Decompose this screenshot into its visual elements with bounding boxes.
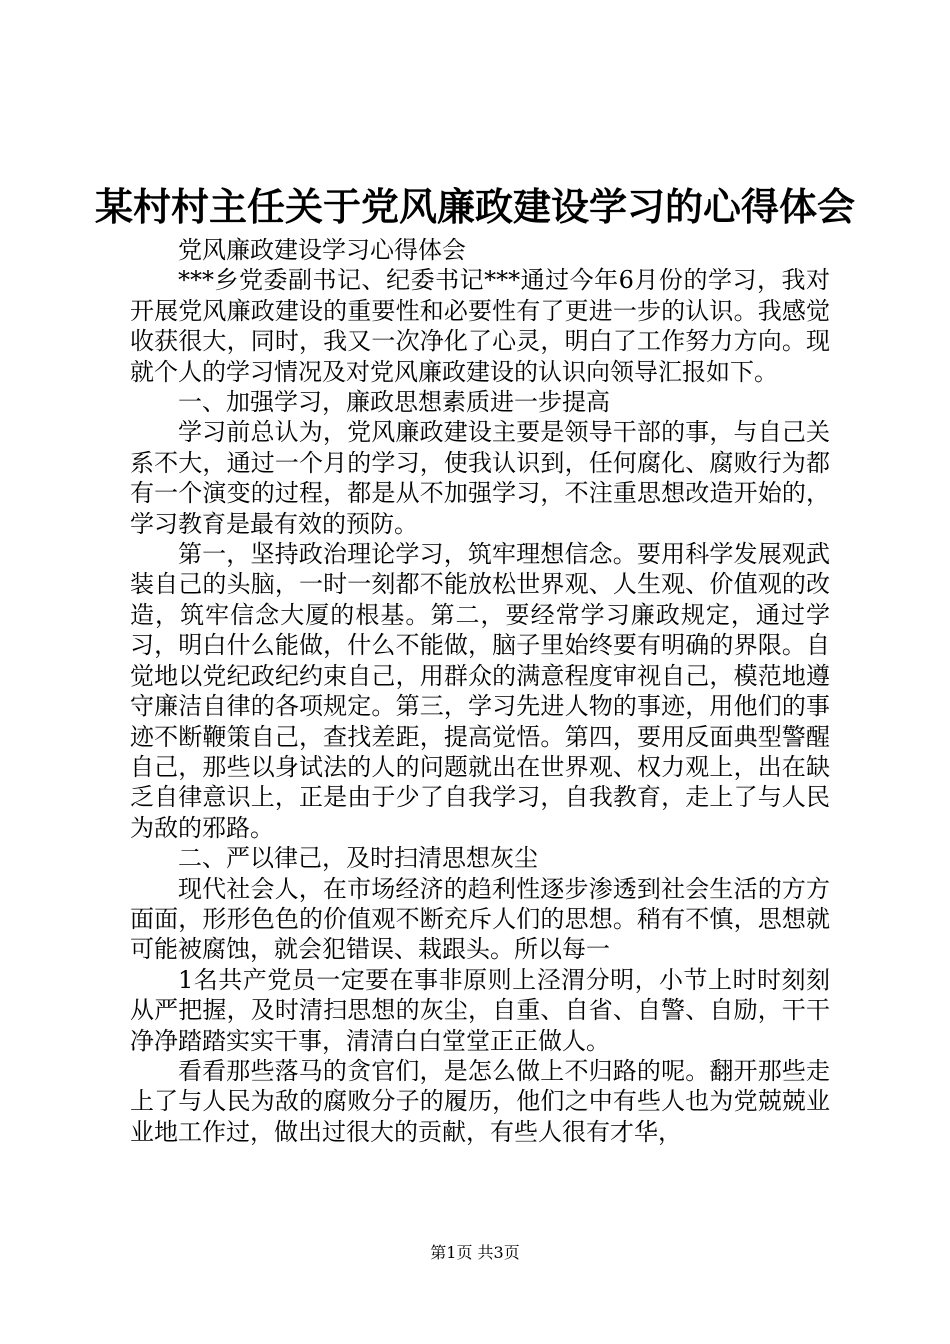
section-heading-2: 二、严以律己，及时扫清思想灰尘	[178, 844, 538, 873]
paragraph: 1名共产党员一定要在事非原则上泾渭分明，小节上时时刻刻从严把握，及时清扫思想的灰尘，自重、自省、自警、自励，干干净净踏踏实实干事，清清白白堂堂正正做人。	[130, 965, 830, 1055]
paragraph-subtitle: 党风廉政建设学习心得体会	[178, 236, 466, 264]
paragraph: 学习前总认为，党风廉政建设主要是领导干部的事，与自己关系不大，通过一个月的学习，使我认识到，任何腐化、腐败行为都有一个演变的过程，都是从不加强学习，不注重思想改造开始的，学习教育是最有效的预防。	[130, 418, 830, 538]
paragraph: 第一，坚持政治理论学习，筑牢理想信念。要用科学发展观武装自己的头脑，一时一刻都不能放松世界观、人生观、价值观的改造，筑牢信念大厦的根基。第二，要经常学习廉政规定，通过学习，明白什么能做，什么不能做，脑子里始终要有明确的界限。自觉地以党纪政纪约束自己，用群众的满意程度审视自己，模范地遵守廉洁自律的各项规定。第三，学习先进人物的事迹，用他们的事迹不断鞭策自己，查找差距，提高觉悟。第四，要用反面典型警醒自己，那些以身试法的人的问题就出在世界观、权力观上，出在缺乏自律意识上，正是由于少了自我学习，自我教育，走上了与人民为敌的邪路。	[130, 540, 830, 842]
paragraph-intro: ***乡党委副书记、纪委书记***通过今年6月份的学习，我对开展党风廉政建设的重要性和必要性有了更进一步的认识。我感觉收获很大，同时，我又一次净化了心灵，明白了工作努力方向。现就个人的学习情况及对党风廉政建设的认识向领导汇报如下。	[130, 266, 830, 386]
document-title: 某村村主任关于党风廉政建设学习的心得体会	[94, 185, 855, 229]
section-heading-1: 一、加强学习，廉政思想素质进一步提高	[178, 388, 610, 417]
document-body	[130, 235, 830, 1147]
page-number-footer: 第1页 共3页	[430, 1243, 520, 1262]
paragraph: 现代社会人，在市场经济的趋利性逐步渗透到社会生活的方方面面，形形色色的价值观不断充斥人们的思想。稍有不慎，思想就可能被腐蚀，就会犯错误、栽跟头。所以每一	[130, 874, 830, 964]
paragraph: 看看那些落马的贪官们，是怎么做上不归路的呢。翻开那些走上了与人民为敌的腐败分子的履历，他们之中有些人也为党兢兢业业地工作过，做出过很大的贡献，有些人很有才华，	[130, 1056, 830, 1146]
